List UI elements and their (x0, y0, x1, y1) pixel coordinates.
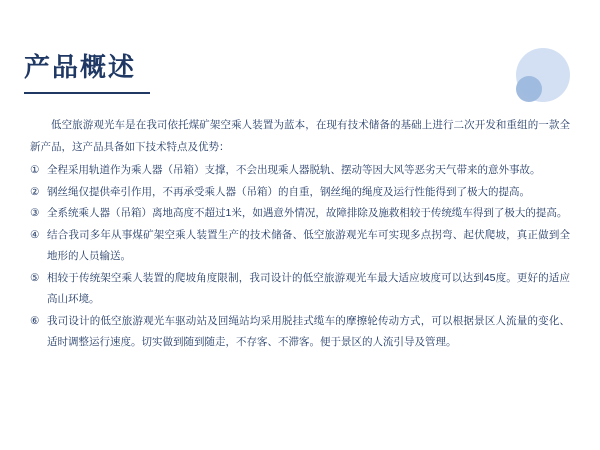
decorative-circle-small (516, 76, 542, 102)
page-title: 产品概述 (24, 52, 137, 82)
list-item-marker: ③ (30, 207, 40, 220)
list-item-text: 我司设计的低空旅游观光车驱动站及回绳站均采用脱挂式缆车的摩擦轮传动方式，可以根据景区人流量的变化、适时调整运行速度。切实做到随到随走，不存客、不滞客。便于景区的人流引导及管理。 (47, 314, 570, 349)
decorative-circle-large (516, 48, 570, 102)
title-underline (24, 92, 150, 94)
list-item (30, 203, 570, 225)
list-item-marker: ④ (30, 228, 40, 241)
list-item-marker: ⑤ (30, 271, 40, 284)
list-item (30, 311, 570, 354)
list-item-marker: ② (30, 185, 40, 198)
list-item (30, 182, 570, 204)
list-item (30, 268, 570, 311)
feature-list (30, 160, 570, 354)
list-item-marker: ⑥ (30, 314, 40, 327)
intro-paragraph: 低空旅游观光车是在我司依托煤矿架空乘人装置为蓝本，在现有技术储备的基础上进行二次开发和重组的一款全新产品，这产品具备如下技术特点及优势： (30, 119, 570, 153)
list-item (30, 225, 570, 268)
list-item-text: 结合我司多年从事煤矿架空乘人装置生产的技术储备、低空旅游观光车可实现多点拐弯、起伏爬坡，真正做到全地形的人员输送。 (47, 228, 570, 263)
list-item-marker: ① (30, 164, 40, 177)
list-item-text: 相较于传统架空乘人装置的爬坡角度限制，我司设计的低空旅游观光车最大适应坡度可以达到45度。更好的适应高山环境。 (47, 271, 570, 306)
list-item-text: 全系统乘人器（吊箱）离地高度不超过1米，如遇意外情况，故障排除及施救相较于传统缆车得到了极大的提高。 (47, 207, 568, 220)
list-item-text: 全程采用轨道作为乘人器（吊箱）支撑，不会出现乘人器脱轨、摆动等因大风等恶劣天气带来的意外事故。 (47, 164, 541, 177)
content-body (30, 115, 570, 354)
list-item-text: 钢丝绳仅提供牵引作用，不再承受乘人器（吊箱）的自重，钢丝绳的绳度及运行性能得到了极大的提高。 (47, 185, 530, 198)
list-item (30, 160, 570, 182)
